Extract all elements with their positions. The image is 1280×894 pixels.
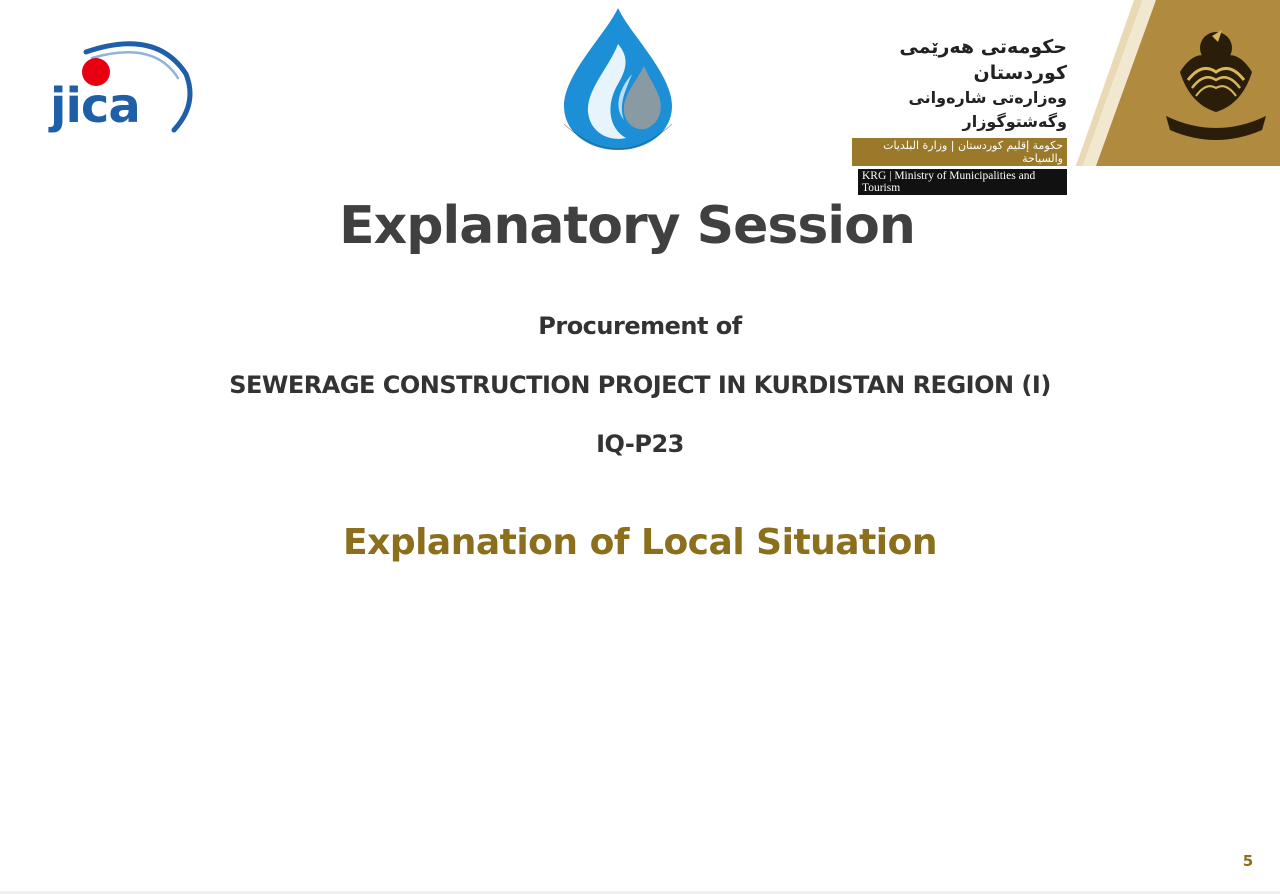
section-title: Explanation of Local Situation bbox=[343, 522, 937, 563]
krg-kurdish-line-1: حکومەتی هەرێمی کوردستان bbox=[899, 36, 1067, 84]
page-number: 5 bbox=[1242, 852, 1254, 870]
krg-kurdish-line-2: وەزارەتی شارەوانی وگەشتوگوزار bbox=[908, 88, 1067, 131]
krg-emblem-icon bbox=[1076, 0, 1280, 166]
header-logos bbox=[0, 0, 1280, 194]
water-directorate-logo bbox=[548, 4, 688, 164]
page-title: Explanatory Session bbox=[339, 196, 915, 256]
water-drop-icon bbox=[548, 4, 688, 164]
project-code: IQ-P23 bbox=[596, 430, 684, 458]
procurement-label: Procurement of bbox=[538, 312, 742, 340]
krg-ministry-block bbox=[852, 34, 1067, 194]
jica-logo-text: jica bbox=[50, 78, 140, 134]
jica-logo bbox=[46, 34, 196, 154]
krg-english-band: KRG | Ministry of Municipalities and Tourism bbox=[858, 169, 1067, 195]
project-name: SEWERAGE CONSTRUCTION PROJECT IN KURDISTAN REGION (I) bbox=[229, 371, 1051, 399]
krg-arabic-band: حكومة إقليم كوردستان | وزارة البلديات والسياحة bbox=[852, 138, 1067, 166]
krg-emblem-panel bbox=[1076, 0, 1280, 166]
